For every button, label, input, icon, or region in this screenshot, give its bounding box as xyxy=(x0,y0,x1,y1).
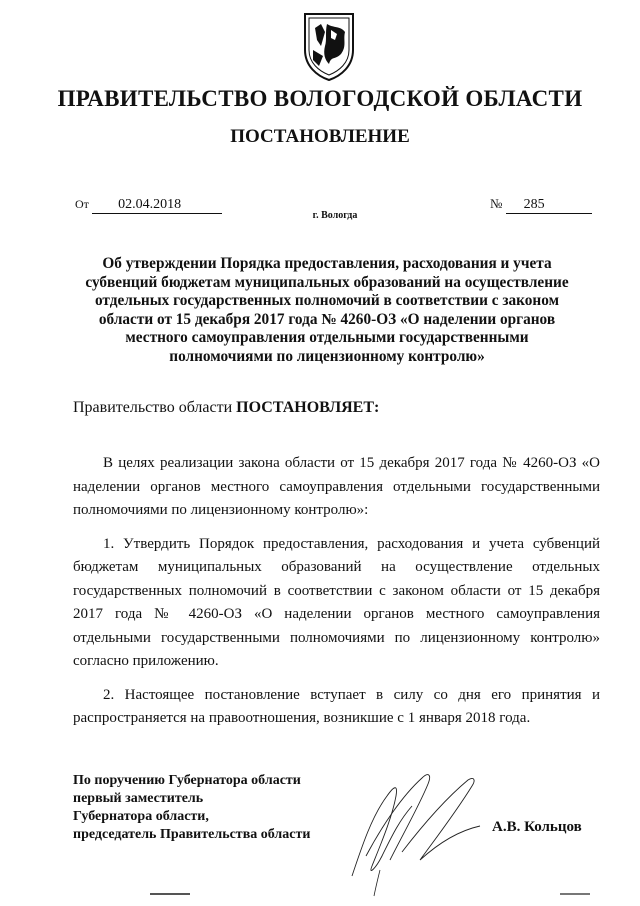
handwritten-signature xyxy=(332,756,502,906)
signatory-line-1: По поручению Губернатора области xyxy=(73,773,301,788)
preamble-emphasis: ПОСТАНОВЛЯЕТ: xyxy=(236,399,380,416)
body-item-2: 2. Настоящее постановление вступает в силу со дня его принятия и распространяется на правоотношения, возникшие с 1 января 2018 года. xyxy=(73,686,600,726)
city-label: г. Вологда xyxy=(312,210,358,221)
preamble xyxy=(73,399,379,417)
signatory-line-3: Губернатора области, xyxy=(73,809,209,824)
number-label: № xyxy=(490,196,503,211)
document-body xyxy=(73,452,600,741)
body-intro: В целях реализации закона области от 15 декабря 2017 года № 4260-ОЗ «О наделении органов местного самоуправления отдельными государственными полномочиями по лицензионному контролю»: xyxy=(73,455,600,518)
date-value: 02.04.2018 xyxy=(92,197,222,214)
signatory-name: А.В. Кольцов xyxy=(492,819,582,835)
signatory-position xyxy=(73,772,310,844)
signatory-line-2: первый заместитель xyxy=(73,791,204,806)
government-title: ПРАВИТЕЛЬСТВО ВОЛОГОДСКОЙ ОБЛАСТИ xyxy=(57,86,583,111)
number-value: 285 xyxy=(506,197,592,214)
body-item-1: 1. Утвердить Порядок предоставления, расходования и учета субвенций бюджетам муниципальных образований на осуществление отдельных государственных полномочий в соответствии с законом области от 15 декабря 2017 года № 4260-ОЗ «О наделении органов местного самоуправления отдельными государственными полномочиями по лицензионному контролю» согласно приложению. xyxy=(73,535,600,669)
footer-mark-right xyxy=(560,893,590,895)
preamble-text: Правительство области xyxy=(73,399,237,416)
document-type-title: ПОСТАНОВЛЕНИЕ xyxy=(230,126,410,147)
footer-mark-left xyxy=(150,893,190,895)
date-label: От xyxy=(75,197,89,211)
document-subject: Об утверждении Порядка предоставления, расходования и учета субвенций бюджетам муниципальных образований на осуществление отдельных государственных полномочий в соответствии с законом области от 15 декабря 2017 года № 4260-ОЗ «О наделении органов местного самоуправления отдельными государственными полномочиями по лицензионному контролю» xyxy=(85,255,569,365)
signatory-line-4: председатель Правительства области xyxy=(73,827,311,842)
coat-of-arms-icon xyxy=(301,10,357,82)
